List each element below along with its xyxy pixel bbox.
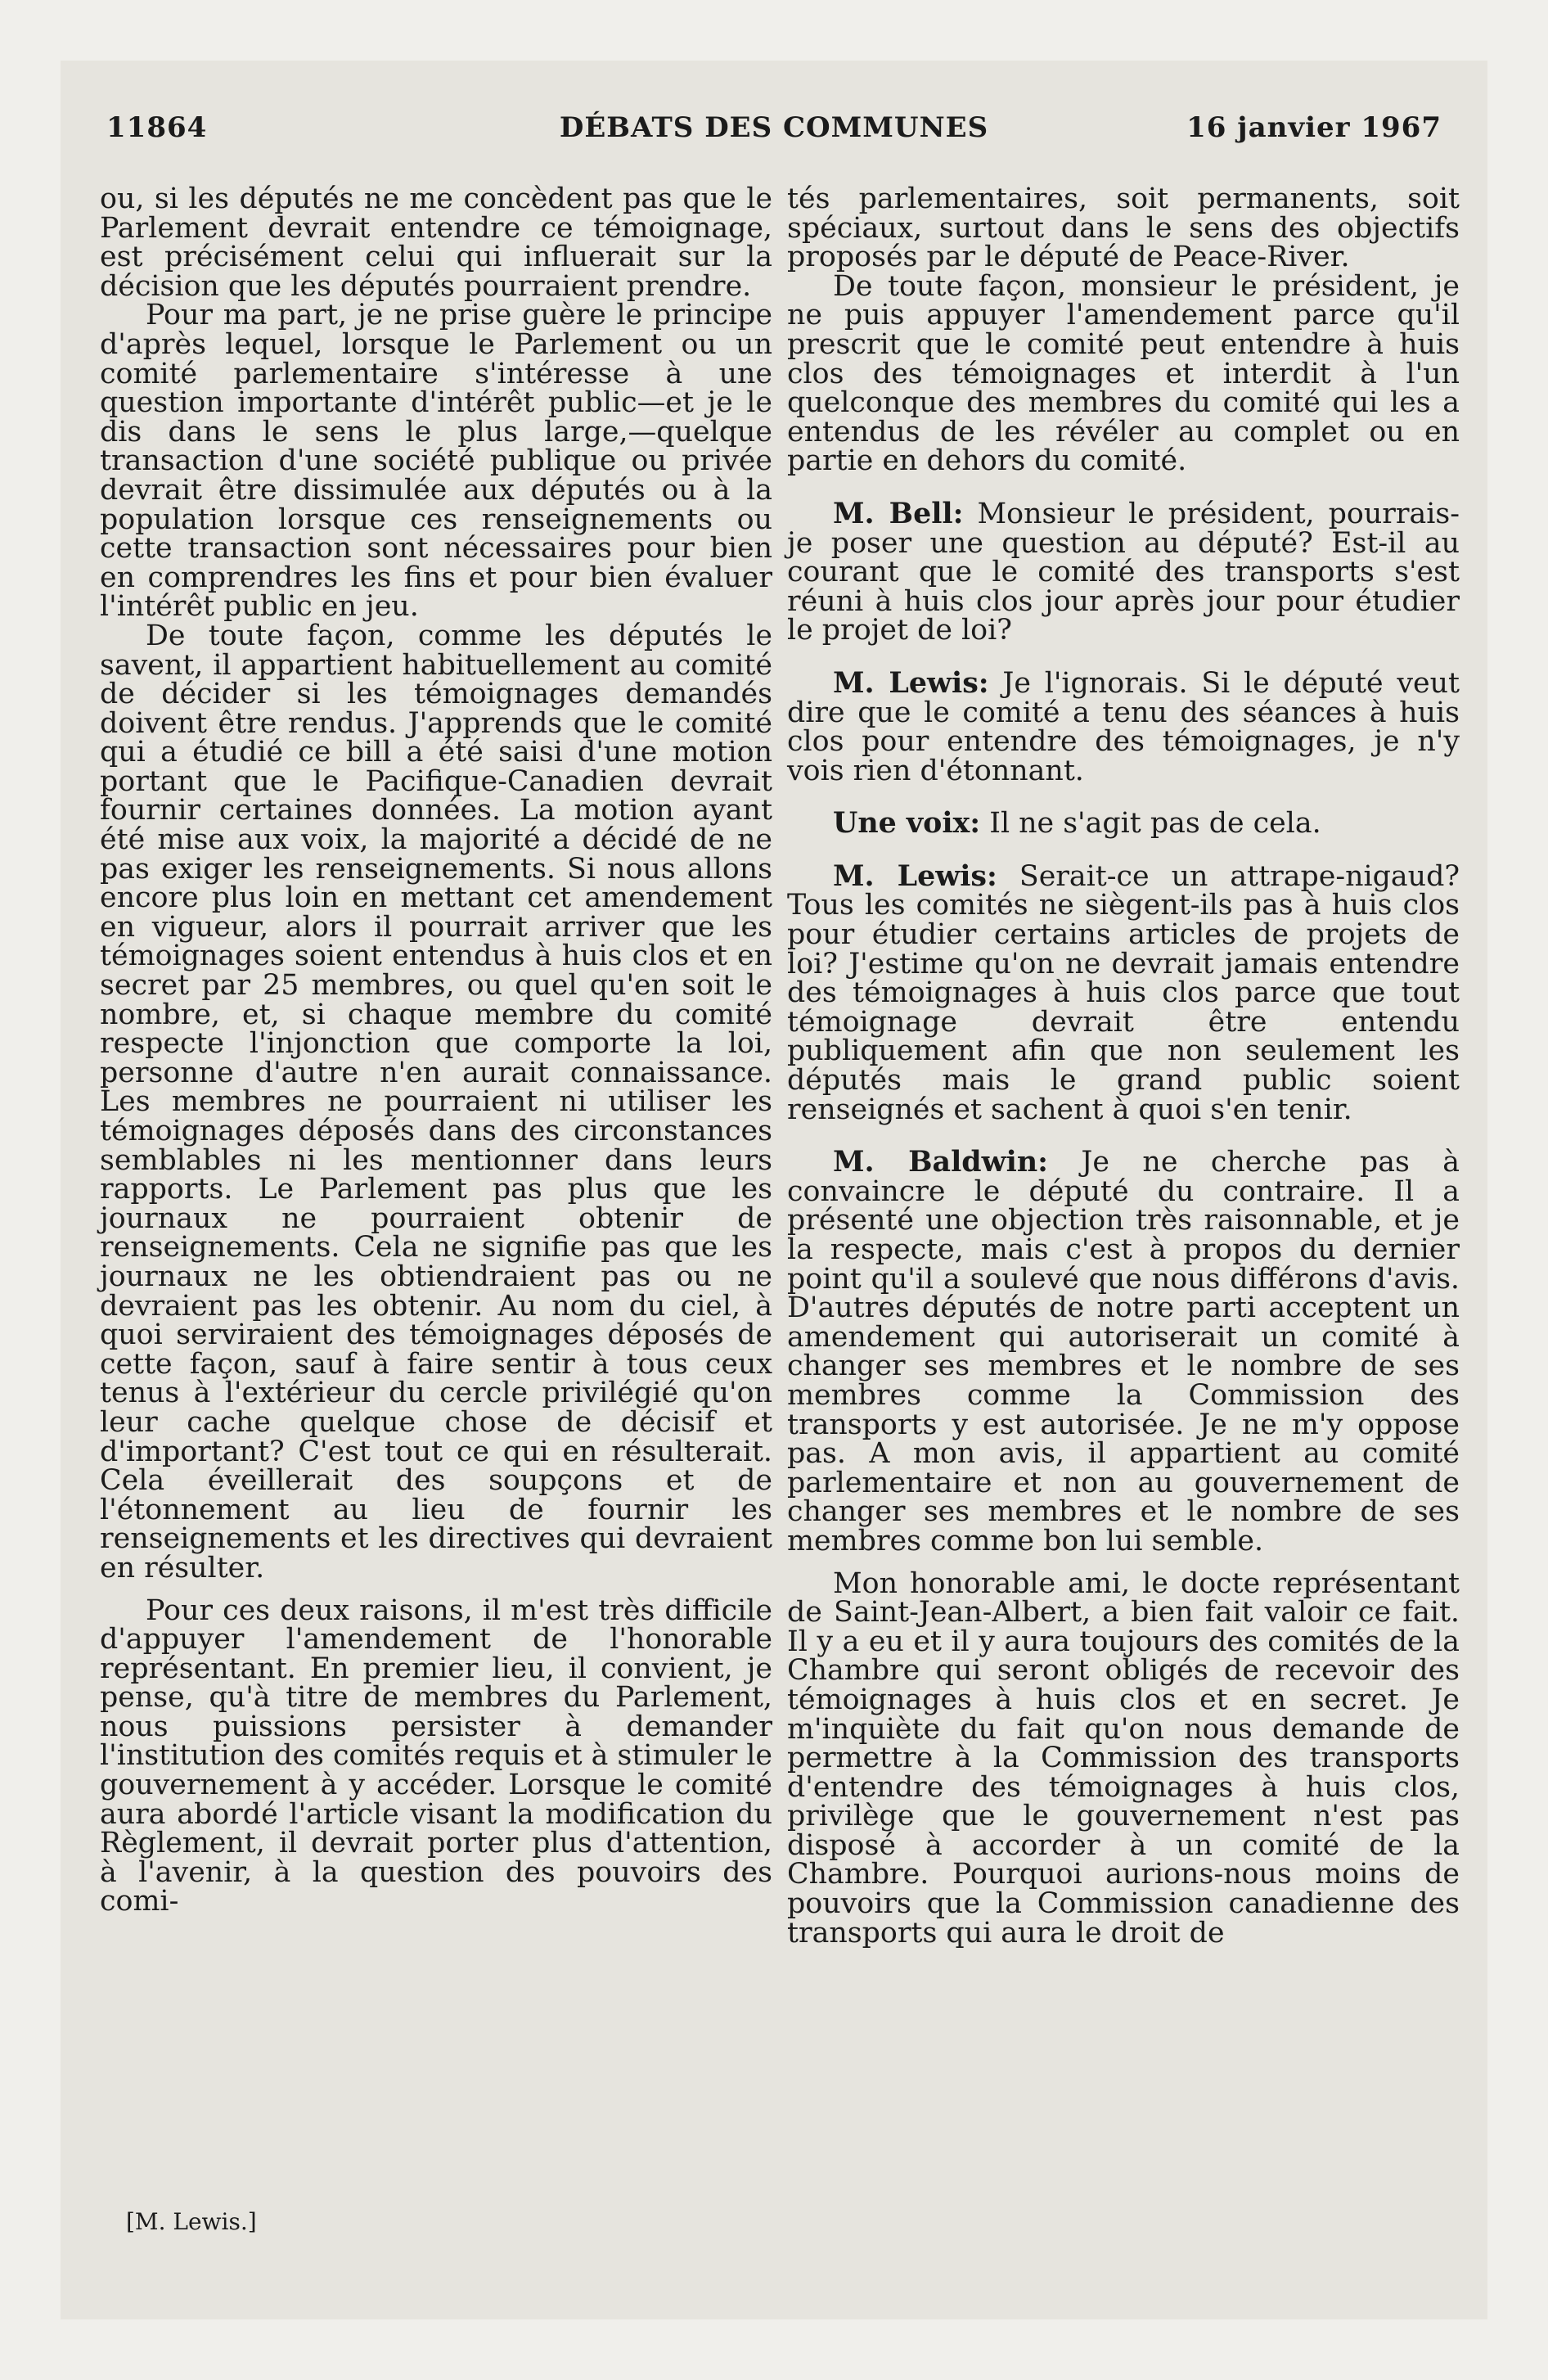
paragraph: Pour ces deux raisons, il m'est très difficile d'appuyer l'amendement de l'honorable représentant. En premier lieu, il convient, je pense, qu'à titre de membres du Parlement, nous puissions persister à demander l'institution des comités requis et à stimuler le gouvernement à y accéder. Lorsque le comité aura abordé l'article visant la modification du Règlement, il devrait porter plus d'attention, à l'avenir, à la question des pouvoirs des comi-	[100, 1593, 772, 1918]
journal-title: DÉBATS DES COMMUNES	[559, 111, 989, 144]
paragraph: Pour ma part, je ne prise guère le principe d'après lequel, lorsque le Parlement ou un comité parlementaire s'intéresse à une question importante d'intérêt public—et je le dis dans le sens le plus large,—quelque transaction d'une société publique ou privée devrait être dissimulée aux députés ou à la population lorsque ces renseignements ou cette transaction sont nécessaires pour bien en comprendres les fins et pour bien évaluer l'intérêt public en jeu.	[100, 299, 772, 624]
paragraph: ou, si les députés ne me concèdent pas que le Parlement devrait entendre ce témoignage, est précisément celui qui influerait sur la décision que les députés pourraient prendre.	[100, 183, 772, 303]
sitting-date: 16 janvier 1967	[1186, 111, 1442, 144]
speaker-name: M. Lewis:	[833, 665, 989, 700]
speech-baldwin	[787, 1147, 1460, 1556]
left-column	[100, 185, 772, 1917]
speech-lewis	[787, 665, 1460, 787]
speaker-name: M. Baldwin:	[833, 1145, 1048, 1179]
speaker-name: Une voix:	[833, 806, 981, 841]
speech-text: Je ne cherche pas à convaincre le député du contraire. Il a présenté une objection très raisonnable, et je la respecte, mais c'est à propos du dernier point qu'il a soulevé que nous différons d'avis. D'autres députés de notre parti acceptent un amendement qui autoriserait un comité à changer ses membres et le nombre de ses membres comme la Commission des transports y est autorisée. Je ne m'y oppose pas. A mon avis, il appartient au comité parlementaire et non au gouvernement de changer ses membres et le nombre de ses membres comme bon lui semble.	[787, 1146, 1460, 1557]
speech-voice	[787, 806, 1460, 841]
paragraph: De toute façon, monsieur le président, je ne puis appuyer l'amendement parce qu'il prescrit que le comité peut entendre à huis clos des témoignages et interdit à l'un quelconque des membres du comité qui les a entendus de les révéler au complet ou en partie en dehors du comité.	[787, 269, 1460, 478]
paragraph: Mon honorable ami, le docte représentant de Saint-Jean-Albert, a bien fait valoir ce fait. Il y a eu et il y aura toujours des comités de la Chambre qui seront obligés de recevoir des témoignages à huis clos et en secret. Je m'inquiète du fait qu'on nous demande de permettre à la Commission des transports d'entendre des témoignages à huis clos, privilège que le gouvernement n'est pas disposé à accorder à un comité de la Chambre. Pourquoi aurions-nous moins de pouvoirs que la Commission canadienne des transports qui aura le droit de	[787, 1566, 1460, 1950]
speech-lewis	[787, 859, 1460, 1126]
paragraph: tés parlementaires, soit permanents, soit spéciaux, surtout dans le sens des objectifs proposés par le député de Peace-River.	[787, 183, 1460, 274]
page	[61, 61, 1487, 2319]
right-column	[787, 185, 1460, 1948]
speaker-reference: [M. Lewis.]	[126, 2208, 257, 2235]
speaker-name: M. Bell:	[833, 496, 964, 530]
speech-text: Monsieur le président, pourrais-je poser une question au député? Est-il au courant que le comité des transports s'est réuni à huis clos jour après jour pour étudier le projet de loi?	[787, 497, 1460, 647]
paragraph: De toute façon, comme les députés le savent, il appartient habituellement au comité de décider si les témoignages demandés doivent être rendus. J'apprends que le comité qui a étudié ce bill a été saisi d'une motion portant que le Pacifique-Canadien devrait fournir certaines données. La motion ayant été mise aux voix, la majorité a décidé de ne pas exiger les renseignements. Si nous allons encore plus loin en mettant cet amendement en vigueur, alors il pourrait arriver que les témoignages soient entendus à huis clos et en secret par 25 membres, ou quel qu'en soit le nombre, et, si chaque membre du comité respecte l'injonction que comporte la loi, personne d'autre n'en aurait connaissance. Les membres ne pourraient ni utiliser les témoignages déposés dans des circonstances semblables ni les mentionner dans leurs rapports. Le Parlement pas plus que les journaux ne pourraient obtenir de renseignements. Cela ne signifie pas que les journaux ne les obtiendraient pas ou ne devraient pas les obtenir. Au nom du ciel, à quoi serviraient des témoignages déposés de cette façon, sauf à faire sentir à tous ceux tenus à l'extérieur du cercle privilégié qu'on leur cache quelque chose de décisif et d'important? C'est tout ce qui en résulterait. Cela éveillerait des soupçons et de l'étonnement au lieu de fournir les renseignements et les directives qui devraient en résulter.	[100, 619, 772, 1584]
speech-text: Il ne s'agit pas de cela.	[989, 807, 1321, 841]
speaker-name: M. Lewis:	[833, 859, 997, 893]
running-header	[106, 111, 1442, 152]
page-number: 11864	[106, 111, 208, 144]
speech-text: Je l'ignorais. Si le député veut dire que le comité a tenu des séances à huis clos pour entendre des témoignages, je n'y vois rien d'étonnant.	[787, 666, 1460, 787]
speech-text: Serait-ce un attrape-nigaud? Tous les comités ne siègent-ils pas à huis clos pour étudier certains articles de projets de loi? J'estime qu'on ne devrait jamais entendre des témoignages à huis clos parce que tout témoignage devrait être entendu publiquement afin que non seulement les députés mais le grand public soient renseignés et sachent à quoi s'en tenir.	[787, 859, 1460, 1126]
speech-bell	[787, 496, 1460, 647]
